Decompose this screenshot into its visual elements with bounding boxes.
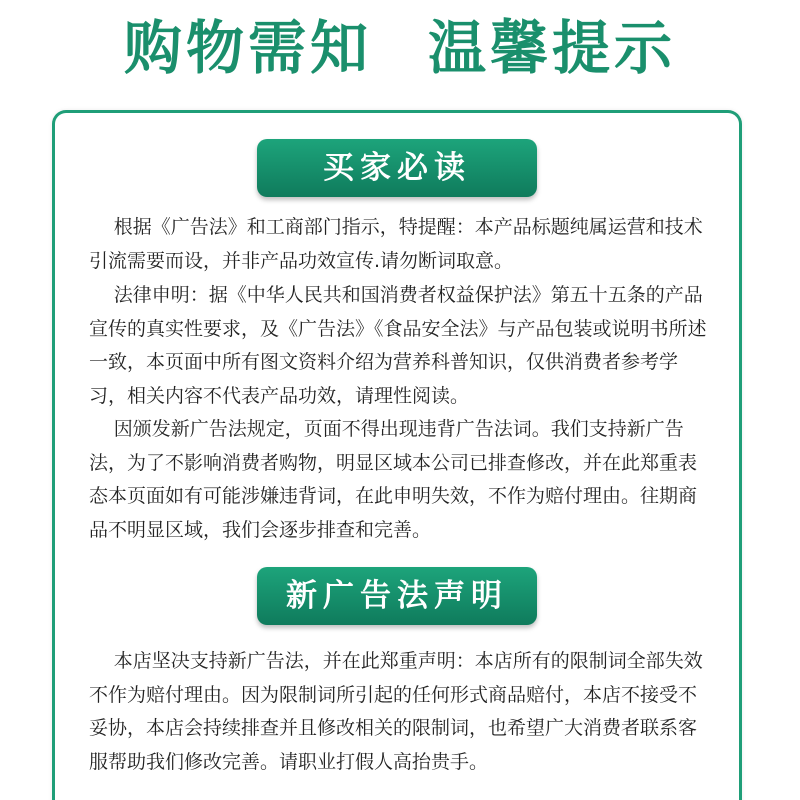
paragraph-new-ad-law-compliance: 因颁发新广告法规定，页面不得出现违背广告法词。我们支持新广告法，为了不影响消费者购物，明显区域本公司已排查修改，并在此郑重表态本页面如有可能涉嫌违背词，在此申明失效，不作为赔付理由。往期商品不明显区域，我们会逐步排查和完善。	[89, 418, 698, 541]
paragraph-legal-statement: 法律申明：据《中华人民共和国消费者权益保护法》第五十五条的产品宣传的真实性要求，及《广告法》《食品安全法》与产品包装或说明书所述一致，本页面中所有图文资料介绍为营养科普知识，仅供消费者参考学习，相关内容不代表产品功效，请理性阅读。	[89, 284, 707, 407]
warm-tips-title: 温馨提示	[428, 14, 677, 82]
page-header	[0, 8, 800, 88]
shopping-notice-title: 购物需知	[123, 14, 372, 82]
paragraph-store-statement: 本店坚决支持新广告法，并在此郑重声明：本店所有的限制词全部失效不作为赔付理由。因为限制词所引起的任何形式商品赔付，本店不接受不妥协，本店会持续排查并且修改相关的限制词，也希望广大消费者联系客服帮助我们修改完善。请职业打假人高抬贵手。	[89, 650, 703, 773]
notice-card	[52, 110, 742, 800]
section-title-new-ad-law-statement: 新广告法声明	[257, 567, 537, 625]
paragraph-ad-law-reminder: 根据《广告法》和工商部门指示，特提醒：本产品标题纯属运营和技术引流需要而设，并非产品功效宣传.请勿断词取意。	[89, 216, 703, 272]
section-title-buyer-must-read: 买家必读	[257, 139, 537, 197]
